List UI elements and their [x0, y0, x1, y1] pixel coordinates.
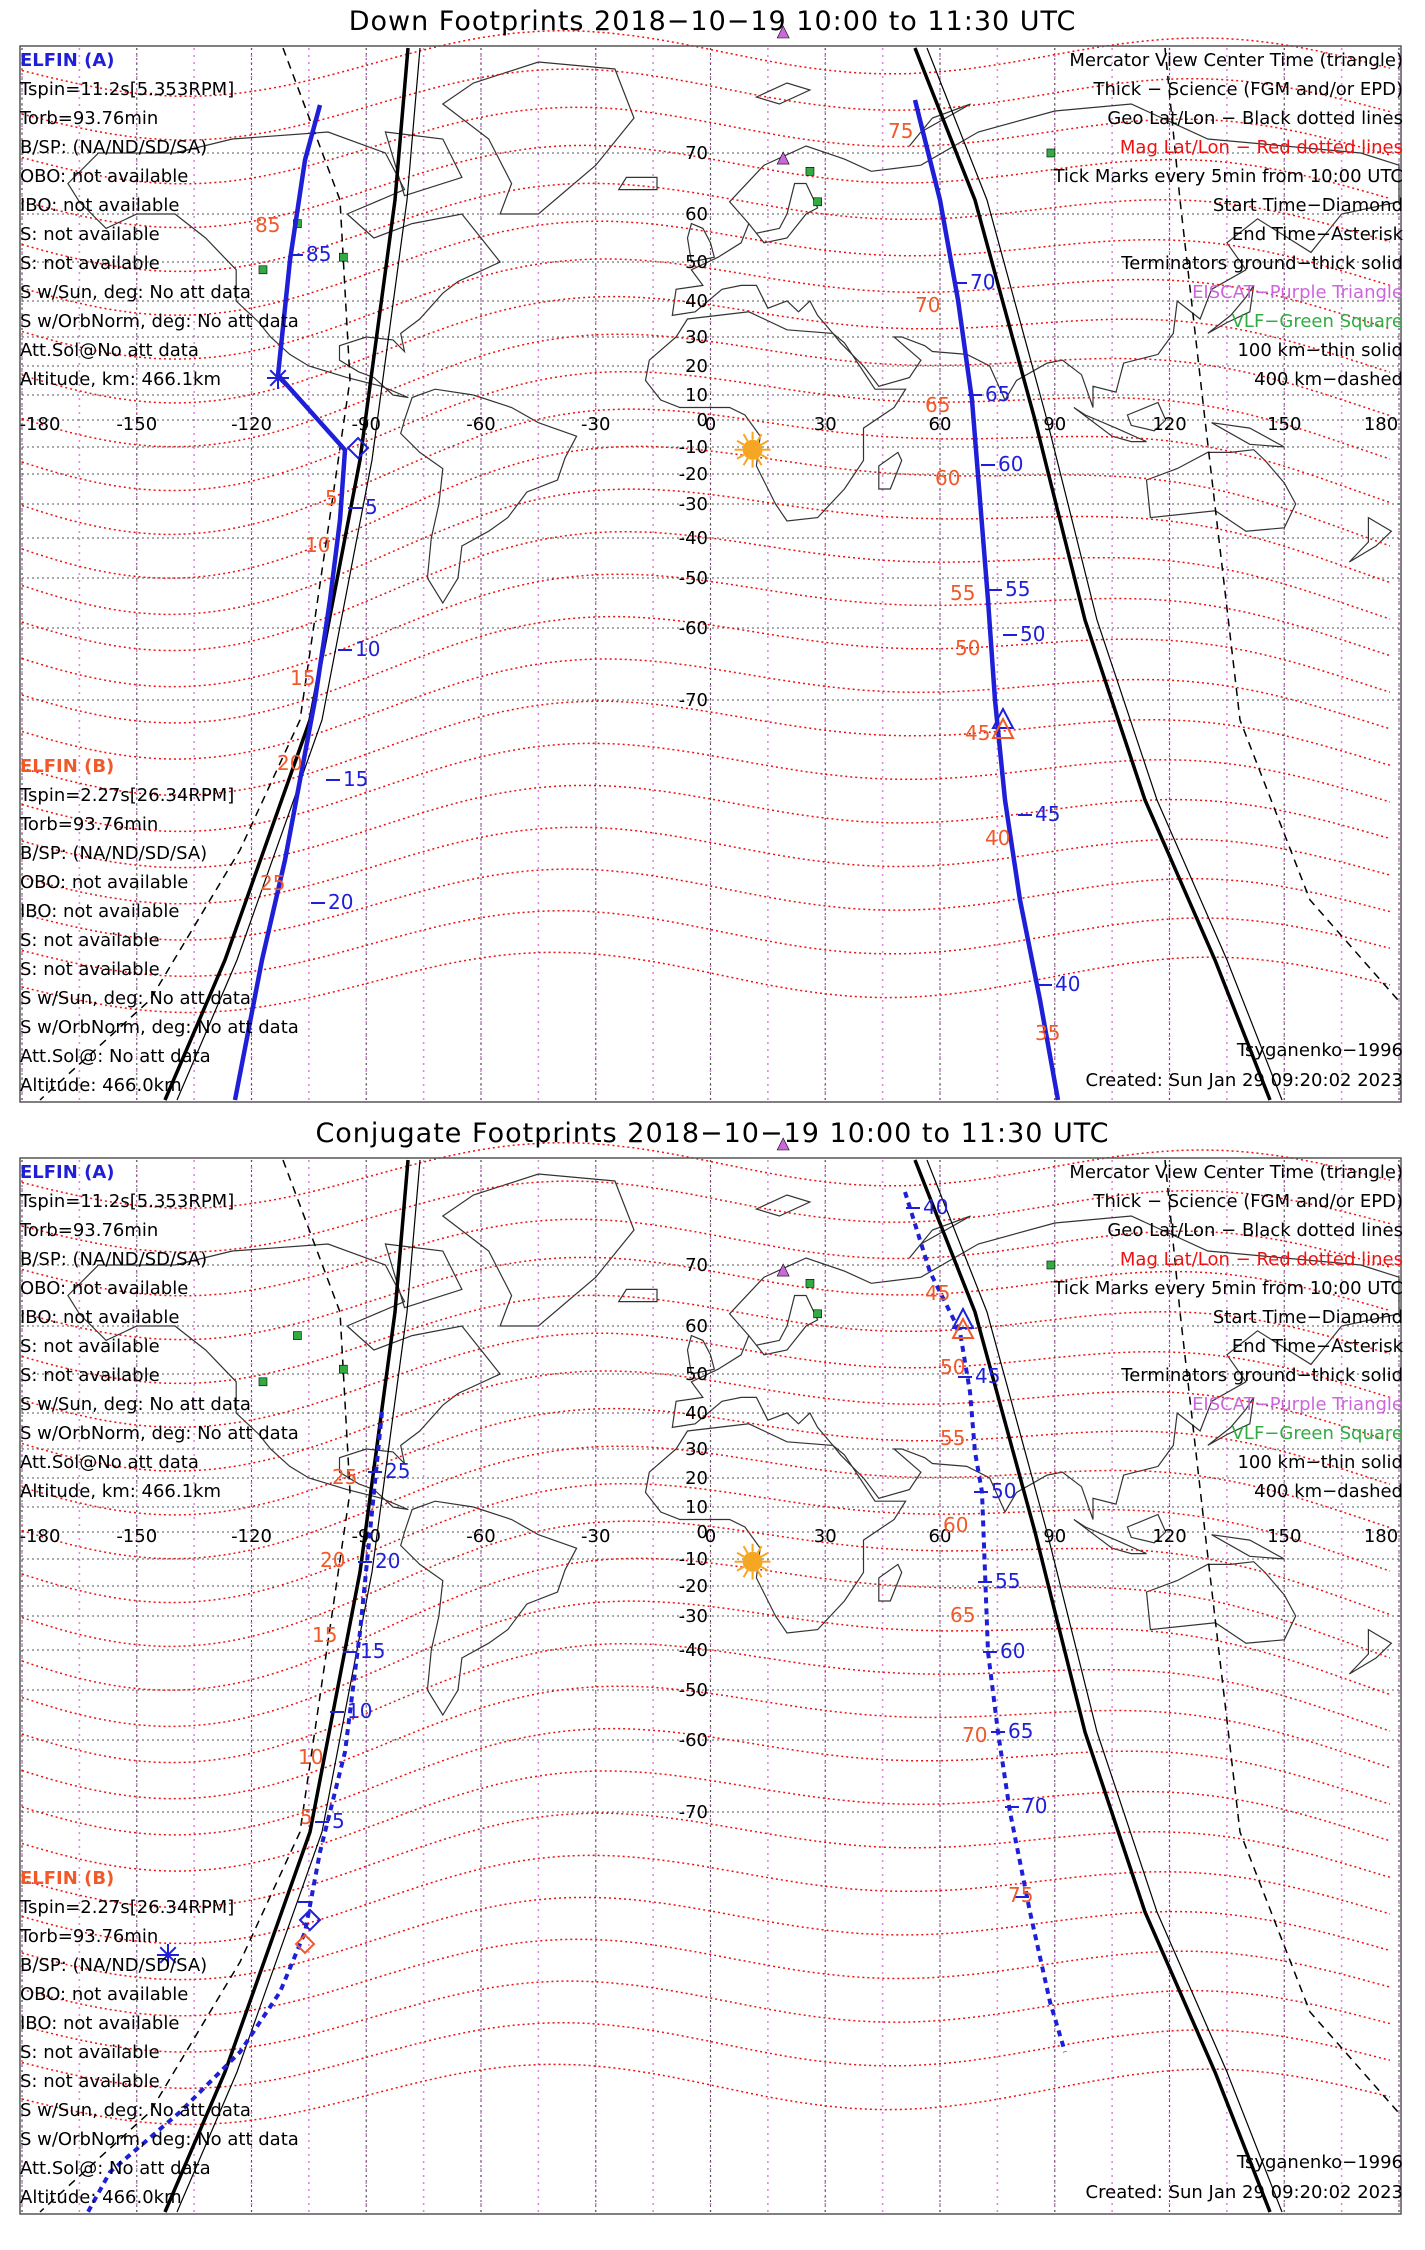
- legend-line: Start Time−Diamond: [1212, 195, 1403, 216]
- lon-tick-label: 120: [1152, 414, 1187, 435]
- start-diamond: [348, 438, 368, 458]
- model-label: Tsyganenko−1996: [1236, 2152, 1403, 2173]
- elfin-a-info: [20, 1158, 299, 1506]
- legend-line: 400 km−dashed: [1254, 1481, 1403, 1502]
- info-line: Att.Sol@: No att data: [20, 2158, 211, 2179]
- coastline: [619, 177, 657, 189]
- track-time-label: 40: [923, 1195, 949, 1219]
- mag-lat-label: 85: [255, 213, 281, 237]
- info-line: S w/OrbNorm, deg: No att data: [20, 1017, 299, 1038]
- legend-line: Thick − Science (FGM and/or EPD): [1093, 1191, 1403, 1212]
- lat-tick-label: -70: [678, 1802, 708, 1823]
- panel-title: Conjugate Footprints 2018−10−19 10:00 to 11:30 UTC: [315, 1118, 1110, 1149]
- mag-lat-label: 50: [940, 1355, 966, 1379]
- info-line: B/SP: (NA/ND/SD/SA): [20, 1249, 208, 1270]
- elfin-a-name: ELFIN (A): [20, 1162, 115, 1183]
- lon-tick-label: 150: [1267, 1526, 1302, 1547]
- track-time-label: 65: [985, 382, 1011, 406]
- legend-line: VLF−Green Square: [1231, 1423, 1403, 1444]
- lat-tick-label: 70: [685, 143, 708, 164]
- mag-lat-label: 20: [277, 751, 303, 775]
- track-time-label: 45: [1035, 802, 1061, 826]
- lon-tick-label: -150: [116, 414, 158, 435]
- track-time-label: 10: [347, 1699, 373, 1723]
- legend-line: 100 km−thin solid: [1237, 1452, 1403, 1473]
- mag-lat-label: 15: [312, 1623, 338, 1647]
- lon-tick-label: -30: [581, 414, 611, 435]
- info-line: Torb=93.76min: [20, 1220, 159, 1241]
- info-line: S: not available: [20, 959, 160, 980]
- info-line: IBO: not available: [20, 2013, 180, 2034]
- lon-tick-label: 0: [704, 414, 717, 435]
- lat-tick-label: 30: [685, 327, 708, 348]
- lon-tick-label: 180: [1363, 1526, 1399, 1547]
- legend-line: Mag Lat/Lon − Red dotted lines: [1119, 1249, 1403, 1270]
- elfin-a-name: ELFIN (A): [20, 50, 115, 71]
- info-line: OBO: not available: [20, 1278, 189, 1299]
- legend-line: Tick Marks every 5min from 10:00 UTC: [1053, 166, 1403, 187]
- mag-lat-label: 65: [925, 393, 951, 417]
- info-line: Torb=93.76min: [20, 1926, 159, 1947]
- lat-tick-label: 50: [685, 252, 708, 273]
- lon-tick-label: -90: [351, 414, 381, 435]
- lat-tick-label: 10: [685, 385, 708, 406]
- model-label: Tsyganenko−1996: [1236, 1040, 1403, 1061]
- track-time-label: 20: [328, 890, 354, 914]
- mag-lat-label: 60: [935, 466, 961, 490]
- info-line: S: not available: [20, 224, 160, 245]
- mag-lat-label: 25: [332, 1465, 358, 1489]
- lat-tick-label: -10: [678, 1549, 708, 1570]
- sun-marker: [735, 1544, 771, 1580]
- track-time-label: 40: [1055, 972, 1081, 996]
- lat-tick-label: -60: [678, 618, 708, 639]
- track-time-label: 70: [970, 270, 996, 294]
- info-line: S w/OrbNorm, deg: No att data: [20, 2129, 299, 2150]
- track-time-label: 60: [998, 452, 1024, 476]
- mag-lat-label: 10: [298, 1745, 324, 1769]
- mag-lat-label: 15: [290, 666, 316, 690]
- coastline: [756, 83, 810, 104]
- lon-tick-label: 90: [1043, 1526, 1067, 1547]
- info-line: Tspin=2.27s[26.34RPM]: [20, 785, 235, 806]
- conjugate-footprints-panel: [0, 1112, 1425, 2232]
- legend-line: Geo Lat/Lon − Black dotted lines: [1107, 108, 1403, 129]
- coastline: [1349, 518, 1391, 562]
- info-line: Altitude, km: 466.1km: [20, 1481, 222, 1502]
- sun-ray: [737, 441, 744, 445]
- lon-tick-label: -150: [116, 1526, 158, 1547]
- lon-tick-label: -90: [351, 1526, 381, 1547]
- elfin-b-name: ELFIN (B): [20, 756, 115, 777]
- vlf-square: [814, 1310, 822, 1318]
- coastline: [749, 1296, 818, 1355]
- info-line: B/SP: (NA/ND/SD/SA): [20, 843, 208, 864]
- track-time-label: 50: [991, 1479, 1017, 1503]
- legend-line: Mag Lat/Lon − Red dotted lines: [1119, 137, 1403, 158]
- info-line: S w/Sun, deg: No att data: [20, 988, 251, 1009]
- lon-tick-label: 90: [1043, 414, 1067, 435]
- vlf-square: [339, 1365, 347, 1373]
- mag-lat-label: 75: [888, 119, 914, 143]
- lon-tick-label: 180: [1363, 414, 1399, 435]
- elfin-b-info: [20, 752, 299, 1100]
- info-line: Att.Sol@No att data: [20, 340, 199, 361]
- legend-line: End Time−Asterisk: [1231, 224, 1403, 245]
- mag-lat-label: 40: [985, 826, 1011, 850]
- info-line: S: not available: [20, 930, 160, 951]
- lon-tick-label: -60: [466, 1526, 496, 1547]
- coastline: [756, 1195, 810, 1216]
- lon-tick-label: -30: [581, 1526, 611, 1547]
- sun-disc: [743, 440, 763, 460]
- info-line: S w/Sun, deg: No att data: [20, 2100, 251, 2121]
- lat-tick-label: -40: [678, 528, 708, 549]
- info-line: IBO: not available: [20, 1307, 180, 1328]
- info-line: Tspin=2.27s[26.34RPM]: [20, 1897, 235, 1918]
- legend-line: Mercator View Center Time (triangle): [1069, 50, 1403, 71]
- elfin-a-info: [20, 46, 299, 394]
- lat-tick-label: -60: [678, 1730, 708, 1751]
- coastline: [1349, 1630, 1391, 1674]
- track-time-label: 45: [975, 1364, 1001, 1388]
- lon-tick-label: 30: [813, 414, 837, 435]
- lon-tick-label: 120: [1152, 1526, 1187, 1547]
- created-label: Created: Sun Jan 29 09:20:02 2023: [1085, 2182, 1403, 2203]
- mag-lat-label: 55: [940, 1426, 966, 1450]
- lat-tick-label: 60: [685, 204, 708, 225]
- info-line: S w/OrbNorm, deg: No att data: [20, 1423, 299, 1444]
- mag-lat-label: 70: [962, 1723, 988, 1747]
- info-line: S w/Sun, deg: No att data: [20, 1394, 251, 1415]
- legend-line: Mercator View Center Time (triangle): [1069, 1162, 1403, 1183]
- track-time-label: 50: [1020, 622, 1046, 646]
- elfin-b-info: [20, 1864, 299, 2212]
- legend-line: Start Time−Diamond: [1212, 1307, 1403, 1328]
- coastline: [749, 184, 818, 243]
- legend-line: 400 km−dashed: [1254, 369, 1403, 390]
- lon-tick-label: -120: [231, 414, 272, 435]
- sun-ray: [761, 441, 768, 445]
- track-time-label: 15: [343, 767, 369, 791]
- track-time-label: 65: [1008, 1719, 1034, 1743]
- mag-lat-label: 65: [950, 1603, 976, 1627]
- sun-ray: [761, 1553, 768, 1557]
- vlf-square: [339, 253, 347, 261]
- info-line: Tspin=11.2s[5.353RPM]: [20, 79, 235, 100]
- track-time-label: 10: [355, 637, 381, 661]
- coastline: [619, 1289, 657, 1301]
- info-line: Altitude: 466.0km: [20, 2187, 182, 2208]
- elfin-b-name: ELFIN (B): [20, 1868, 115, 1889]
- lon-tick-label: -180: [19, 1526, 61, 1547]
- mag-lat-label: 25: [260, 871, 286, 895]
- info-line: Att.Sol@No att data: [20, 1452, 199, 1473]
- lat-tick-label: -20: [678, 1576, 708, 1597]
- sun-ray: [737, 1553, 744, 1557]
- info-line: OBO: not available: [20, 1984, 189, 2005]
- mag-lat-label: 70: [915, 293, 941, 317]
- created-label: Created: Sun Jan 29 09:20:02 2023: [1085, 1070, 1403, 1091]
- lat-tick-label: 70: [685, 1255, 708, 1276]
- mag-lat-label: 5: [325, 486, 338, 510]
- lon-tick-label: 60: [928, 1526, 952, 1547]
- mag-lat-label: 45: [925, 1281, 951, 1305]
- track-time-label: 20: [375, 1549, 401, 1573]
- lon-tick-label: 0: [704, 1526, 717, 1547]
- legend-line: 100 km−thin solid: [1237, 340, 1403, 361]
- info-line: B/SP: (NA/ND/SD/SA): [20, 1955, 208, 1976]
- track-time-label: 5: [332, 1809, 345, 1833]
- info-line: Att.Sol@: No att data: [20, 1046, 211, 1067]
- track-time-label: 55: [1005, 577, 1031, 601]
- lat-tick-label: -50: [678, 568, 708, 589]
- mag-lat-label: 60: [943, 1513, 969, 1537]
- legend-line: EISCAT−Purple Triangle: [1192, 1394, 1403, 1415]
- sun-ray: [744, 1546, 748, 1553]
- mag-lat-label: 55: [950, 581, 976, 605]
- lat-tick-label: 40: [685, 1403, 708, 1424]
- track-time-label: 85: [306, 242, 332, 266]
- legend: [1053, 1158, 1403, 1506]
- info-line: IBO: not available: [20, 195, 180, 216]
- mag-lat-label: 50: [955, 636, 981, 660]
- track-time-label: 5: [365, 495, 378, 519]
- track-time-label: 55: [995, 1569, 1021, 1593]
- legend-line: VLF−Green Square: [1231, 311, 1403, 332]
- info-line: Altitude, km: 466.1km: [20, 369, 222, 390]
- lat-tick-label: 0: [696, 410, 708, 431]
- coastline: [1074, 408, 1147, 442]
- vlf-square: [806, 1279, 814, 1287]
- sun-ray: [744, 458, 748, 465]
- mag-lat-label: 35: [1035, 1021, 1061, 1045]
- lon-tick-label: -60: [466, 414, 496, 435]
- info-line: S w/OrbNorm, deg: No att data: [20, 311, 299, 332]
- info-line: S: not available: [20, 2042, 160, 2063]
- coastline: [1074, 1520, 1147, 1554]
- info-line: S: not available: [20, 253, 160, 274]
- info-line: Torb=93.76min: [20, 814, 159, 835]
- lat-tick-label: 0: [696, 1522, 708, 1543]
- mag-lat-label: 45: [965, 721, 991, 745]
- lon-tick-label: -120: [231, 1526, 272, 1547]
- info-line: B/SP: (NA/ND/SD/SA): [20, 137, 208, 158]
- lat-tick-label: 60: [685, 1316, 708, 1337]
- track-time-label: 15: [360, 1639, 386, 1663]
- lat-tick-label: -30: [678, 1606, 708, 1627]
- legend-line: Geo Lat/Lon − Black dotted lines: [1107, 1220, 1403, 1241]
- panel-title: Down Footprints 2018−10−19 10:00 to 11:30 UTC: [348, 6, 1077, 37]
- lat-tick-label: 50: [685, 1364, 708, 1385]
- info-line: Altitude: 466.0km: [20, 1075, 182, 1096]
- legend-line: End Time−Asterisk: [1231, 1336, 1403, 1357]
- sun-ray: [744, 1570, 748, 1577]
- mag-lat-label: 75: [1008, 1883, 1034, 1907]
- lat-tick-label: -50: [678, 1680, 708, 1701]
- lat-tick-label: 30: [685, 1439, 708, 1460]
- legend: [1053, 46, 1403, 394]
- lat-tick-label: 40: [685, 291, 708, 312]
- track-time-label: 25: [385, 1459, 411, 1483]
- vlf-square: [806, 167, 814, 175]
- lat-tick-label: 20: [685, 356, 708, 377]
- info-line: S: not available: [20, 2071, 160, 2092]
- sun-ray: [744, 434, 748, 441]
- info-line: S w/Sun, deg: No att data: [20, 282, 251, 303]
- sun-marker: [735, 432, 771, 468]
- track-path: [915, 100, 1061, 1100]
- lat-tick-label: -40: [678, 1640, 708, 1661]
- legend-line: Thick − Science (FGM and/or EPD): [1093, 79, 1403, 100]
- lat-tick-label: -70: [678, 690, 708, 711]
- lon-tick-label: 60: [928, 414, 952, 435]
- legend-line: Terminators ground−thick solid: [1121, 253, 1403, 274]
- mag-lat-label: 10: [305, 533, 331, 557]
- info-line: Tspin=11.2s[5.353RPM]: [20, 1191, 235, 1212]
- legend-line: EISCAT−Purple Triangle: [1192, 282, 1403, 303]
- lat-tick-label: 10: [685, 1497, 708, 1518]
- info-line: Torb=93.76min: [20, 108, 159, 129]
- sun-ray: [758, 458, 762, 465]
- info-line: S: not available: [20, 1336, 160, 1357]
- track-time-label: 70: [1022, 1794, 1048, 1818]
- mag-lat-label: 5: [300, 1805, 313, 1829]
- legend-line: Terminators ground−thick solid: [1121, 1365, 1403, 1386]
- lon-tick-label: -180: [19, 414, 61, 435]
- mag-lat-label: 20: [320, 1548, 346, 1572]
- sun-disc: [743, 1552, 763, 1572]
- down-footprints-panel: [0, 0, 1425, 1120]
- lat-tick-label: -30: [678, 494, 708, 515]
- info-line: S: not available: [20, 1365, 160, 1386]
- lat-tick-label: -20: [678, 464, 708, 485]
- sun-ray: [758, 1570, 762, 1577]
- vlf-square: [814, 198, 822, 206]
- lat-tick-label: -10: [678, 437, 708, 458]
- lon-tick-label: 30: [813, 1526, 837, 1547]
- info-line: OBO: not available: [20, 166, 189, 187]
- info-line: OBO: not available: [20, 872, 189, 893]
- info-line: IBO: not available: [20, 901, 180, 922]
- lat-tick-label: 20: [685, 1468, 708, 1489]
- legend-line: Tick Marks every 5min from 10:00 UTC: [1053, 1278, 1403, 1299]
- track-time-label: 60: [1000, 1639, 1026, 1663]
- lon-tick-label: 150: [1267, 414, 1302, 435]
